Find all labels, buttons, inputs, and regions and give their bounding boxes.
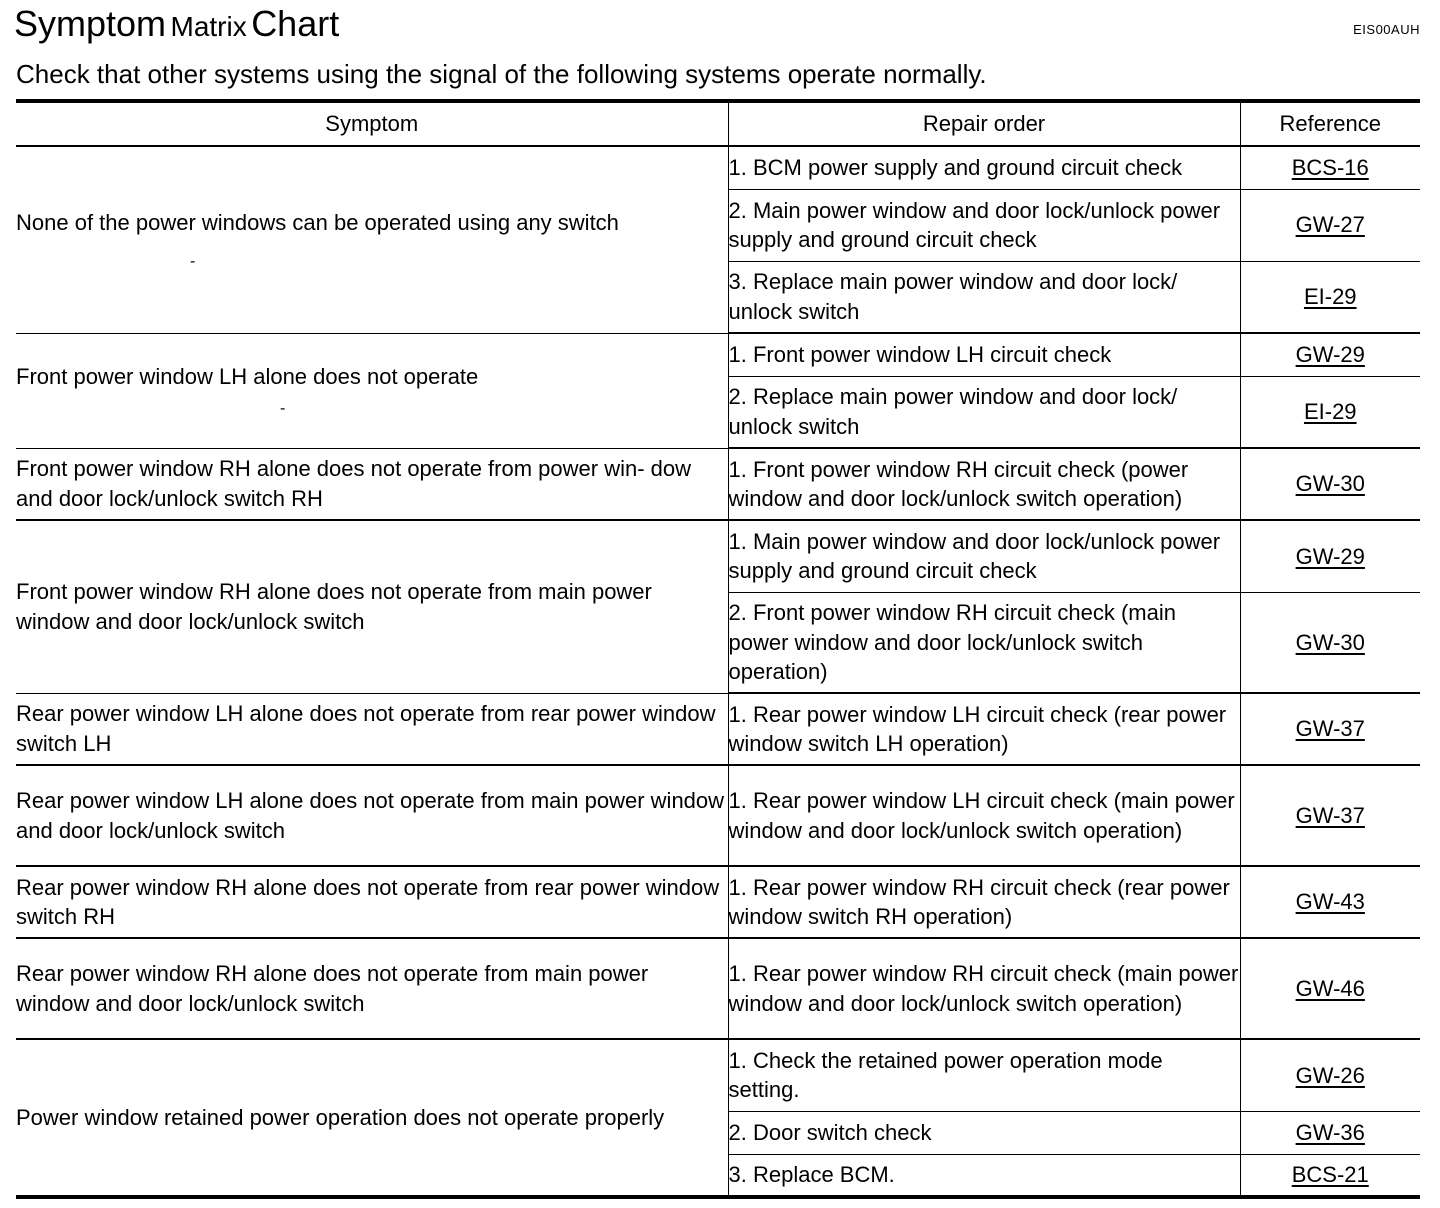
reference-cell	[1240, 866, 1420, 938]
repair-order-cell: 1. Rear power window RH circuit check (rear power window switch RH operation)	[728, 866, 1240, 938]
symptom-cell: Rear power window RH alone does not operate from rear power window switch RH	[16, 866, 728, 938]
reference-link[interactable]: GW-37	[1295, 802, 1365, 828]
table-row	[16, 333, 1420, 376]
dash-mark: -	[280, 400, 286, 418]
reference-link[interactable]: GW-30	[1295, 629, 1365, 655]
symptom-matrix-table	[16, 99, 1420, 1199]
reference-link[interactable]: EI-29	[1303, 399, 1357, 424]
repair-order-cell: 2. Main power window and door lock/unlock power supply and ground circuit check	[728, 189, 1240, 261]
reference-link[interactable]: GW-29	[1295, 342, 1365, 367]
table-row	[16, 448, 1420, 520]
symptom-cell	[16, 146, 728, 333]
symptom-cell: Power window retained power operation does not operate properly	[16, 1039, 728, 1197]
reference-link[interactable]: BCS-21	[1291, 1162, 1369, 1187]
title-word-symptom: Symptom	[14, 3, 167, 44]
page-title	[14, 2, 339, 54]
reference-link[interactable]: EI-29	[1303, 284, 1357, 309]
repair-order-cell: 3. Replace BCM.	[728, 1154, 1240, 1197]
column-header-symptom: Symptom	[16, 101, 728, 146]
header-row	[16, 101, 1420, 146]
table-row	[16, 765, 1420, 866]
table-row	[16, 938, 1420, 1039]
reference-cell	[1240, 1111, 1420, 1154]
repair-order-cell: 1. Rear power window LH circuit check (main power window and door lock/unlock switch operation)	[728, 765, 1240, 866]
reference-cell	[1240, 333, 1420, 376]
symptom-text: None of the power windows can be operated using any switch	[16, 210, 619, 235]
repair-order-cell: 1. Rear power window RH circuit check (main power window and door lock/unlock switch operation)	[728, 938, 1240, 1039]
table-row	[16, 146, 1420, 189]
repair-order-cell: 1. Front power window RH circuit check (power window and door lock/unlock switch operation)	[728, 448, 1240, 520]
symptom-cell: Rear power window LH alone does not operate from main power window and door lock/unlock switch	[16, 765, 728, 866]
repair-order-cell: 1. Check the retained power operation mode setting.	[728, 1039, 1240, 1111]
reference-cell	[1240, 1154, 1420, 1197]
column-header-reference: Reference	[1240, 101, 1420, 146]
symptom-cell: Rear power window LH alone does not operate from rear power window switch LH	[16, 693, 728, 765]
reference-cell	[1240, 189, 1420, 261]
reference-cell	[1240, 592, 1420, 693]
table-row	[16, 1039, 1420, 1111]
repair-order-cell: 2. Front power window RH circuit check (main power window and door lock/unlock switch operation)	[728, 592, 1240, 693]
reference-link[interactable]: GW-26	[1295, 1062, 1365, 1088]
reference-link[interactable]: GW-43	[1295, 889, 1365, 915]
reference-cell	[1240, 693, 1420, 765]
table-row	[16, 520, 1420, 592]
symptom-cell: Front power window RH alone does not operate from main power window and door lock/unlock switch	[16, 520, 728, 693]
title-word-matrix: Matrix	[170, 11, 247, 42]
dash-mark: -	[190, 252, 196, 270]
repair-order-cell: 1. Front power window LH circuit check	[728, 333, 1240, 376]
reference-link[interactable]: GW-36	[1295, 1119, 1365, 1145]
column-header-repair-order: Repair order	[728, 101, 1240, 146]
intro-text: Check that other systems using the signal of the following systems operate normally.	[16, 59, 987, 89]
table-row	[16, 866, 1420, 938]
reference-link[interactable]: GW-29	[1295, 543, 1365, 569]
reference-link[interactable]: GW-30	[1295, 471, 1365, 497]
reference-cell	[1240, 261, 1420, 333]
reference-cell	[1240, 765, 1420, 866]
table-row	[16, 693, 1420, 765]
reference-link[interactable]: GW-37	[1295, 716, 1365, 742]
repair-order-cell: 3. Replace main power window and door lock/ unlock switch	[728, 261, 1240, 333]
symptom-cell: Rear power window RH alone does not operate from main power window and door lock/unlock switch	[16, 938, 728, 1039]
reference-cell	[1240, 376, 1420, 448]
reference-link[interactable]: GW-27	[1295, 212, 1365, 238]
symptom-cell	[16, 333, 728, 448]
repair-order-cell: 2. Door switch check	[728, 1111, 1240, 1154]
symptom-text: Front power window LH alone does not operate	[16, 363, 479, 389]
repair-order-cell: 1. Main power window and door lock/unlock power supply and ground circuit check	[728, 520, 1240, 592]
document-code: EIS00AUH	[1353, 22, 1420, 37]
repair-order-cell: 2. Replace main power window and door lock/ unlock switch	[728, 376, 1240, 448]
title-word-chart: Chart	[251, 3, 340, 44]
symptom-cell: Front power window RH alone does not operate from power win- dow and door lock/unlock switch RH	[16, 448, 728, 520]
reference-cell	[1240, 1039, 1420, 1111]
reference-cell	[1240, 520, 1420, 592]
reference-cell	[1240, 938, 1420, 1039]
reference-cell	[1240, 146, 1420, 189]
reference-link[interactable]: GW-46	[1295, 975, 1365, 1001]
reference-cell	[1240, 448, 1420, 520]
repair-order-cell: 1. BCM power supply and ground circuit check	[728, 146, 1240, 189]
repair-order-cell: 1. Rear power window LH circuit check (rear power window switch LH operation)	[728, 693, 1240, 765]
reference-link[interactable]: BCS-16	[1291, 155, 1369, 180]
